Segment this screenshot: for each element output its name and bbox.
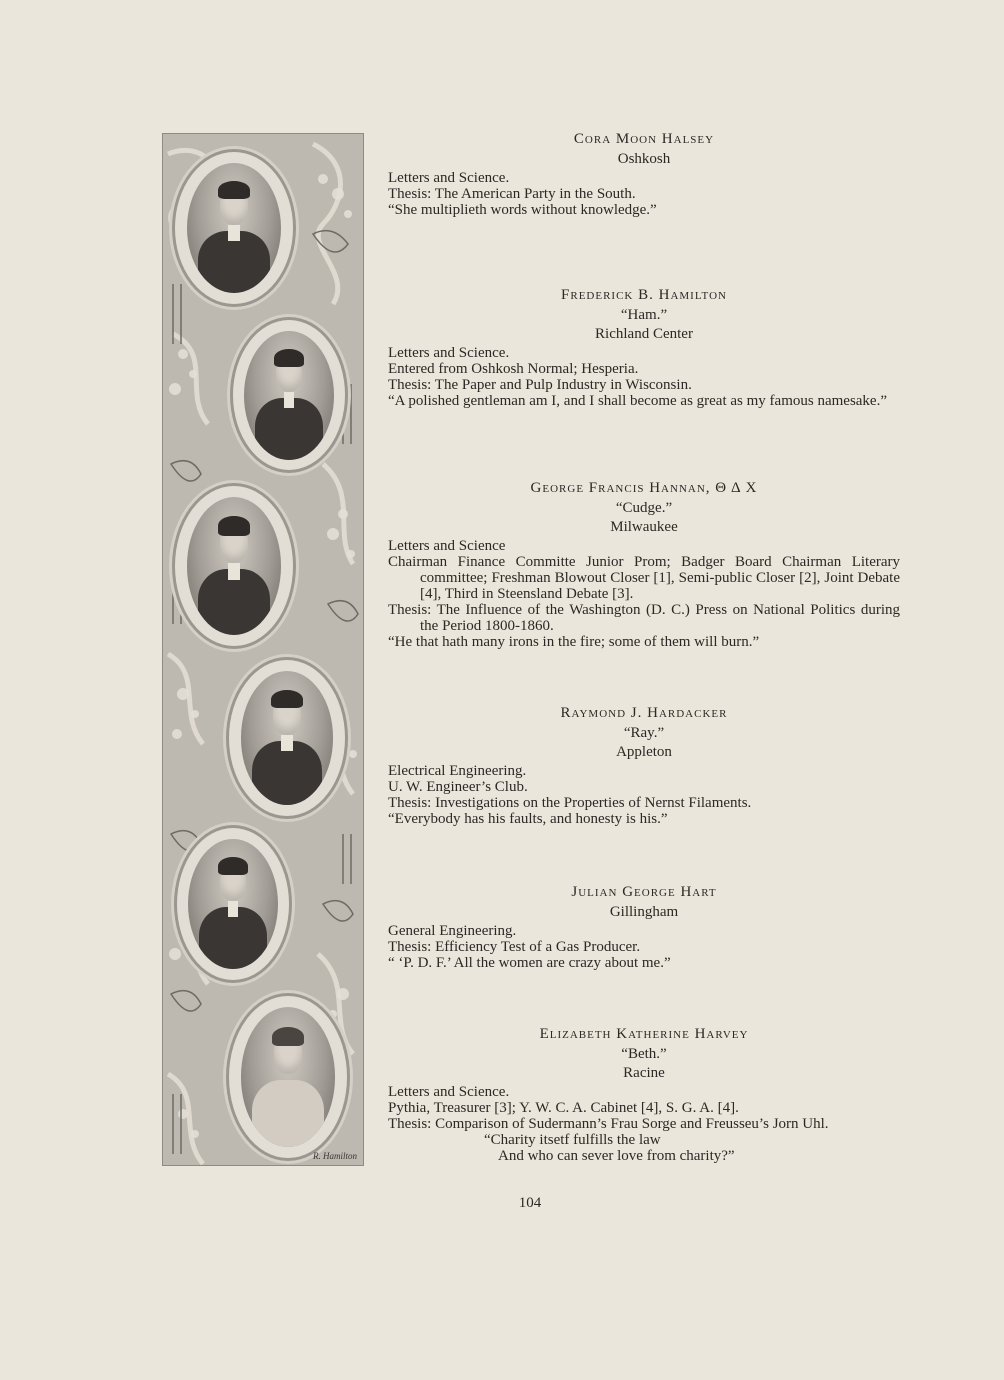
motto-line-2: And who can sever love from charity?” xyxy=(498,1148,735,1164)
motto: “She multiplieth words without knowledge.” xyxy=(388,202,657,218)
hometown: Richland Center xyxy=(595,326,693,342)
hometown: Gillingham xyxy=(609,904,679,920)
student-name: Cora Moon Halsey xyxy=(573,131,715,147)
entry-hamilton xyxy=(388,287,900,409)
course: Electrical Engineering. xyxy=(388,763,527,779)
portrait-hart xyxy=(177,828,289,980)
course: Letters and Science. xyxy=(388,345,510,361)
portrait-hardacker xyxy=(229,660,345,816)
activities: Chairman Finance Committe Junior Prom; Badger Board Chairman Literary committee; Freshman Blowout Closer [1], Semi-public Closer [2], Joint Debate [4], Third in Steensland Debate [3]. xyxy=(388,554,900,602)
entry-hardacker xyxy=(388,705,900,827)
entry-halsey xyxy=(388,131,900,218)
activities: Pythia, Treasurer [3]; Y. W. C. A. Cabinet [4], S. G. A. [4]. xyxy=(388,1100,739,1116)
student-name: Raymond J. Hardacker xyxy=(560,705,728,721)
thesis: Thesis: Efficiency Test of a Gas Producer. xyxy=(388,939,641,955)
thesis: Thesis: Comparison of Sudermann’s Frau Sorge and Freusseu’s Jorn Uhl. xyxy=(388,1116,829,1132)
portrait-photo xyxy=(241,671,334,805)
nickname: “Ham.” xyxy=(620,307,668,323)
activities: Entered from Oshkosh Normal; Hesperia. xyxy=(388,361,639,377)
portrait-photo xyxy=(187,497,281,635)
nickname: “Beth.” xyxy=(621,1046,667,1062)
portrait-strip xyxy=(162,133,364,1166)
portrait-photo xyxy=(244,331,334,460)
course: Letters and Science. xyxy=(388,1084,510,1100)
portrait-photo xyxy=(187,163,281,294)
motto: “ ‘P. D. F.’ All the women are crazy about me.” xyxy=(388,955,671,971)
course: Letters and Science. xyxy=(388,170,510,186)
motto-line-1: “Charity itsetf fulfills the law xyxy=(484,1132,661,1148)
portrait-hannan xyxy=(175,486,293,646)
portrait-photo xyxy=(241,1007,335,1146)
course: General Engineering. xyxy=(388,923,517,939)
hometown: Appleton xyxy=(616,744,672,760)
hometown: Milwaukee xyxy=(610,519,678,535)
activities: U. W. Engineer’s Club. xyxy=(388,779,528,795)
student-name: George Francis Hannan, Θ Δ X xyxy=(530,480,758,496)
portrait-halsey xyxy=(175,152,293,304)
entry-hart xyxy=(388,884,900,971)
nickname: “Cudge.” xyxy=(615,500,673,516)
motto: “A polished gentleman am I, and I shall become as great as my famous namesake.” xyxy=(388,393,887,409)
thesis: Thesis: Investigations on the Properties of Nernst Filaments. xyxy=(388,795,752,811)
motto: “He that hath many irons in the fire; some of them will burn.” xyxy=(388,634,760,650)
portrait-photo xyxy=(188,839,278,970)
thesis: Thesis: The American Party in the South. xyxy=(388,186,636,202)
student-name: Elizabeth Katherine Harvey xyxy=(539,1026,749,1042)
motto: “Everybody has his faults, and honesty is his.” xyxy=(388,811,668,827)
nickname: “Ray.” xyxy=(623,725,665,741)
hometown: Racine xyxy=(623,1065,665,1081)
entry-hannan xyxy=(388,480,900,650)
hometown: Oshkosh xyxy=(617,151,671,167)
page-number: 104 xyxy=(518,1195,542,1211)
entry-harvey xyxy=(388,1026,900,1164)
course: Letters and Science xyxy=(388,538,506,554)
portrait-harvey xyxy=(229,996,347,1158)
portrait-hamilton xyxy=(233,320,345,470)
student-name: Julian George Hart xyxy=(571,884,717,900)
artist-signature: R. Hamilton xyxy=(313,1151,357,1161)
thesis: Thesis: The Influence of the Washington (D. C.) Press on National Politics during the Period 1800-1860. xyxy=(388,602,900,634)
student-name: Frederick B. Hamilton xyxy=(561,287,727,303)
thesis: Thesis: The Paper and Pulp Industry in Wisconsin. xyxy=(388,377,692,393)
